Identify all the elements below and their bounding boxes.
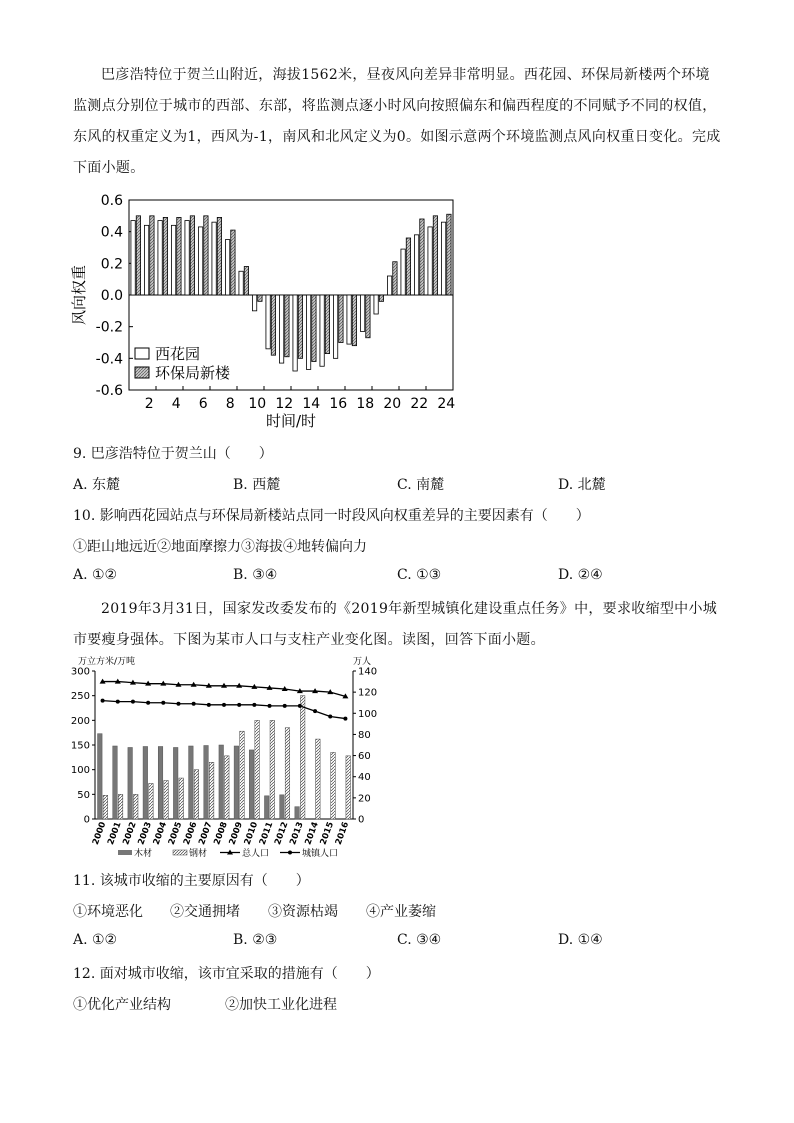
- urban-population-point: [161, 701, 165, 705]
- bar-xihuayuan: [131, 221, 135, 295]
- bar-xihuayuan: [252, 295, 256, 311]
- q9-option-a[interactable]: A. 东麓: [73, 477, 121, 493]
- x-tick-label: 2003: [136, 820, 154, 847]
- bar-steel: [164, 781, 169, 819]
- x-tick-label: 24: [437, 396, 456, 412]
- bar-xihuayuan: [198, 227, 202, 295]
- x-tick-label: 2009: [227, 820, 245, 847]
- bar-huanbaoju: [325, 295, 329, 354]
- bar-steel: [133, 794, 138, 819]
- y-tick-label: -0.2: [95, 319, 123, 336]
- left-tick-label: 150: [70, 740, 90, 752]
- bar-wood: [113, 746, 118, 819]
- bar-huanbaoju: [339, 295, 343, 343]
- bar-huanbaoju: [285, 295, 289, 357]
- bar-wood: [264, 796, 269, 819]
- bar-steel: [103, 795, 108, 819]
- city-industry-population-chart: [70, 653, 390, 865]
- q11-item-4: ④产业萎缩: [366, 904, 436, 920]
- x-tick-label: 2008: [212, 820, 230, 847]
- urban-population-point: [192, 702, 196, 706]
- legend-label-wood: 木材: [134, 849, 153, 859]
- right-tick-label: 0: [358, 814, 365, 826]
- urban-population-point: [101, 699, 105, 703]
- bar-huanbaoju: [271, 295, 275, 355]
- bar-wood: [249, 750, 254, 819]
- bar-huanbaoju: [258, 295, 262, 301]
- bar-huanbaoju: [244, 267, 248, 296]
- q11-option-b[interactable]: B. ②③: [233, 932, 278, 948]
- bar-steel: [149, 783, 154, 819]
- x-tick-label: 10: [248, 396, 267, 412]
- bar-xihuayuan: [171, 225, 175, 295]
- x-tick-label: 2007: [197, 820, 215, 847]
- bar-wood: [158, 746, 163, 819]
- q11-item-2: ②交通拥堵: [170, 904, 240, 920]
- urban-population-point: [146, 701, 150, 705]
- bar-steel: [194, 770, 199, 819]
- y-tick-label: 0.0: [100, 288, 123, 304]
- bar-steel: [270, 720, 275, 819]
- urban-population-point: [252, 703, 256, 707]
- bar-xihuayuan: [360, 295, 364, 331]
- question-9-stem: 9. 巴彦浩特位于贺兰山（ ）: [73, 446, 273, 462]
- bar-huanbaoju: [393, 262, 397, 295]
- right-tick-label: 80: [358, 729, 371, 741]
- right-tick-label: 120: [358, 687, 378, 699]
- right-tick-label: 100: [358, 708, 378, 720]
- y-tick-label: 0.2: [100, 256, 123, 273]
- x-tick-label: 2011: [257, 820, 276, 847]
- q11-option-a[interactable]: A. ①②: [73, 932, 118, 948]
- x-axis-label: 时间/时: [265, 412, 317, 430]
- bar-xihuayuan: [401, 249, 405, 295]
- bar-wood: [219, 745, 224, 819]
- left-tick-label: 50: [77, 789, 90, 801]
- q12-item-1: ①优化产业结构: [73, 997, 171, 1013]
- y-axis-label: 风向权重: [70, 264, 88, 326]
- x-tick-label: 6: [198, 396, 208, 412]
- q11-option-d[interactable]: D. ①④: [558, 932, 603, 948]
- legend-swatch-xihuayuan: [135, 348, 149, 359]
- q9-option-c[interactable]: C. 南麓: [397, 477, 445, 493]
- question-11-stem: 11. 该城市收缩的主要原因有（ ）: [73, 873, 310, 889]
- urban-population-point: [283, 704, 287, 708]
- q11-item-3: ③资源枯竭: [268, 904, 338, 920]
- bar-wood: [295, 807, 300, 819]
- right-tick-label: 60: [358, 751, 371, 763]
- x-tick-label: 16: [329, 396, 348, 412]
- y-tick-label: -0.4: [95, 351, 123, 368]
- bar-huanbaoju: [366, 295, 370, 338]
- legend-label-total: 总人口: [242, 849, 270, 859]
- y-tick-label: -0.6: [95, 383, 123, 399]
- left-tick-label: 100: [70, 765, 90, 777]
- passage-1-text: 巴彦浩特位于贺兰山附近，海拔1562米，昼夜风向差异非常明显。西花园、环保局新楼两个环境监测点分别位于城市的西部、东部，将监测点逐小时风向按照偏东和偏西程度的不同赋予不同的权值，东风的权重定义为1，西风为-1，南风和北风定义为0。如图示意两个环境监测点风向权重日变化。完成下面小题。: [73, 67, 721, 176]
- q11-option-c[interactable]: C. ③④: [397, 932, 442, 948]
- bar-xihuayuan: [347, 295, 351, 344]
- bar-wood: [173, 747, 178, 819]
- right-axis-unit: 万人: [353, 657, 372, 667]
- x-tick-label: 20: [383, 396, 402, 412]
- urban-population-point: [298, 704, 302, 708]
- q10-option-c[interactable]: C. ①③: [397, 567, 442, 583]
- x-tick-label: 22: [410, 396, 429, 412]
- bar-xihuayuan: [225, 240, 229, 295]
- bar-steel: [118, 794, 123, 819]
- x-tick-label: 2: [144, 396, 154, 412]
- x-tick-label: 2015: [318, 820, 337, 847]
- bar-xihuayuan: [428, 227, 432, 295]
- left-tick-label: 300: [70, 666, 90, 678]
- bar-xihuayuan: [374, 295, 378, 314]
- bar-huanbaoju: [298, 295, 302, 358]
- bar-xihuayuan: [306, 295, 310, 369]
- urban-population-point: [328, 714, 332, 718]
- bar-huanbaoju: [420, 219, 424, 295]
- urban-population-point: [176, 702, 180, 706]
- wind-weight-chart: [60, 190, 470, 435]
- legend-swatch-huanbaoju: [135, 367, 149, 378]
- urban-population-point: [116, 700, 120, 704]
- x-tick-label: 12: [275, 396, 294, 412]
- bar-huanbaoju: [163, 217, 167, 295]
- x-tick-label: 2013: [288, 820, 306, 847]
- bar-wood: [204, 745, 209, 819]
- bar-huanbaoju: [150, 216, 154, 295]
- bar-steel: [300, 696, 305, 819]
- q9-option-b[interactable]: B. 西麓: [233, 477, 281, 493]
- urban-population-point: [237, 703, 241, 707]
- question-10-items: ①距山地远近②地面摩擦力③海拔④地转偏向力: [73, 539, 367, 555]
- urban-population-point: [207, 703, 211, 707]
- bar-steel: [179, 778, 184, 819]
- bar-huanbaoju: [433, 216, 437, 295]
- bar-steel: [209, 762, 214, 819]
- question-12-stem: 12. 面对城市收缩，该市宜采取的措施有（ ）: [73, 966, 380, 982]
- x-tick-label: 2001: [106, 820, 124, 847]
- bar-xihuayuan: [279, 295, 283, 363]
- bar-huanbaoju: [177, 217, 181, 295]
- urban-population-point: [222, 703, 226, 707]
- bar-huanbaoju: [204, 216, 208, 295]
- y-tick-label: 0.6: [100, 193, 123, 209]
- legend-label-xihuayuan: 西花园: [155, 345, 201, 363]
- bar-steel: [255, 720, 260, 819]
- left-tick-label: 200: [70, 715, 90, 727]
- passage-2: [73, 594, 723, 656]
- x-tick-label: 2006: [181, 820, 200, 847]
- q12-item-2: ②加快工业化进程: [225, 997, 337, 1013]
- x-tick-label: 2000: [90, 820, 109, 847]
- x-tick-label: 2010: [242, 820, 261, 847]
- bar-huanbaoju: [447, 214, 451, 295]
- right-tick-label: 20: [358, 793, 371, 805]
- bar-wood: [98, 734, 103, 819]
- bar-huanbaoju: [136, 216, 140, 295]
- x-tick-label: 14: [302, 396, 321, 412]
- bar-steel: [225, 756, 230, 819]
- q10-option-b[interactable]: B. ③④: [233, 567, 278, 583]
- bar-huanbaoju: [352, 295, 356, 346]
- bar-steel: [285, 728, 290, 819]
- bar-huanbaoju: [406, 238, 410, 295]
- bar-steel: [240, 731, 245, 819]
- urban-population-point: [343, 717, 347, 721]
- bar-wood: [280, 795, 285, 819]
- left-axis-unit: 万立方米/万吨: [78, 657, 136, 667]
- urban-population-point: [313, 709, 317, 713]
- x-tick-label: 2014: [303, 820, 321, 847]
- q10-option-a[interactable]: A. ①②: [73, 567, 118, 583]
- bar-huanbaoju: [312, 295, 316, 362]
- x-tick-label: 18: [356, 396, 375, 412]
- x-tick-label: 2002: [121, 820, 139, 847]
- bar-xihuayuan: [144, 225, 148, 295]
- bar-xihuayuan: [414, 235, 418, 295]
- bar-wood: [189, 746, 194, 819]
- q9-option-d[interactable]: D. 北麓: [558, 477, 606, 493]
- legend-label-urban: 城镇人口: [302, 849, 339, 859]
- urban-population-point: [268, 704, 272, 708]
- bar-steel: [346, 756, 351, 819]
- bar-xihuayuan: [387, 276, 391, 295]
- question-10-stem: 10. 影响西花园站点与环保局新楼站点同一时段风向权重差异的主要因素有（ ）: [73, 508, 590, 524]
- bar-huanbaoju: [217, 217, 221, 295]
- bar-wood: [234, 746, 239, 819]
- bar-xihuayuan: [441, 222, 445, 295]
- bar-xihuayuan: [320, 295, 324, 366]
- bar-wood: [143, 746, 148, 819]
- bar-xihuayuan: [239, 271, 243, 295]
- bar-wood: [128, 747, 133, 819]
- passage-2-text: 2019年3月31日，国家发改委发布的《2019年新型城镇化建设重点任务》中，要求收缩型中小城市要瘦身强体。下图为某市人口与支柱产业变化图。读图，回答下面小题。: [73, 601, 718, 648]
- x-tick-label: 2004: [151, 820, 170, 847]
- x-tick-label: 2005: [166, 820, 185, 847]
- urban-population-point: [131, 700, 135, 704]
- bar-huanbaoju: [231, 230, 235, 295]
- legend-label-steel: 钢材: [189, 849, 208, 859]
- bar-xihuayuan: [158, 221, 162, 295]
- passage-1: [73, 60, 723, 184]
- bar-huanbaoju: [190, 216, 194, 295]
- bar-steel: [316, 739, 321, 819]
- legend-label-huanbaoju: 环保局新楼: [155, 364, 231, 382]
- bar-steel: [331, 752, 336, 819]
- legend-swatch-steel: [173, 850, 187, 855]
- right-tick-label: 40: [358, 772, 371, 784]
- x-tick-label: 2016: [333, 820, 352, 847]
- bar-xihuayuan: [333, 295, 337, 358]
- bar-xihuayuan: [212, 222, 216, 295]
- x-tick-label: 4: [171, 396, 181, 412]
- x-tick-label: 2012: [273, 820, 291, 847]
- q11-item-1: ①环境恶化: [73, 904, 143, 920]
- bar-xihuayuan: [185, 221, 189, 295]
- legend-marker-urban: [288, 851, 292, 855]
- left-tick-label: 0: [83, 814, 90, 826]
- q10-option-d[interactable]: D. ②④: [558, 567, 603, 583]
- y-tick-label: 0.4: [100, 224, 123, 241]
- left-tick-label: 250: [70, 691, 90, 703]
- bar-huanbaoju: [379, 295, 383, 301]
- bar-xihuayuan: [266, 295, 270, 349]
- bar-xihuayuan: [293, 295, 297, 371]
- right-tick-label: 140: [358, 666, 378, 678]
- x-tick-label: 8: [225, 396, 235, 412]
- legend-swatch-wood: [118, 850, 132, 855]
